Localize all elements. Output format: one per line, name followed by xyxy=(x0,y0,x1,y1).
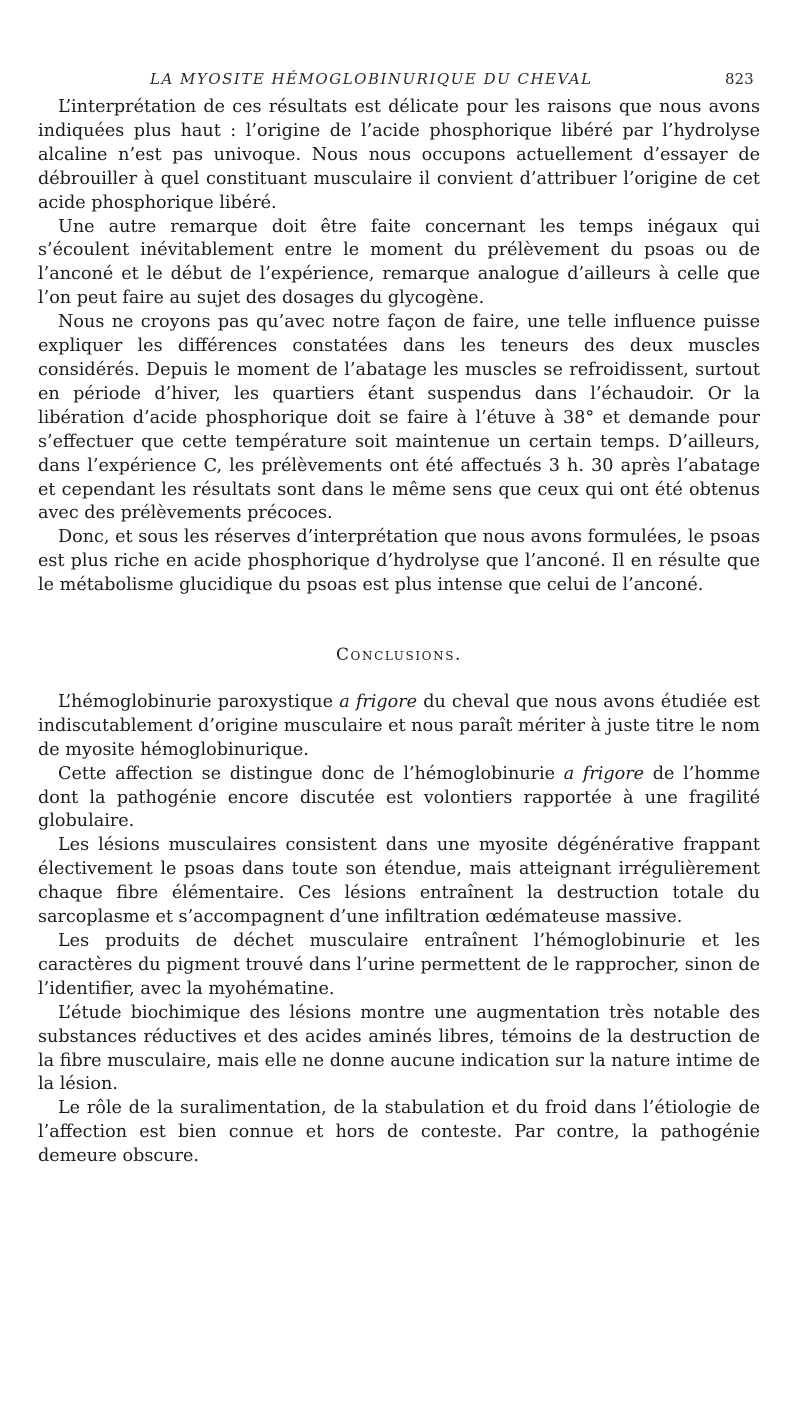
conclusion-paragraph: Les produits de déchet musculaire entraînent l’hémoglobinurie et les caractères du pigment trouvé dans l’urine permettent de le rapprocher, sinon de l’identifier, avec la myohématine. xyxy=(38,931,760,999)
paragraph: Nous ne croyons pas qu’avec notre façon de faire, une telle influence puisse expliquer les différences constatées dans les teneurs des deux muscles considérés. Depuis le moment de l’abatage les muscles se refroidissent, surtout en période d’hiver, les quartiers étant suspendus dans l’échaudoir. Or la libération d’acide phosphorique doit se faire à l’étuve à 38° et demande pour s’effectuer que cette température soit maintenue un certain temps. D’ailleurs, dans l’expérience C, les prélèvements ont été affectués 3 h. 30 après l’abatage et cependant les résultats sont dans le même sens que ceux qui ont été obtenus avec des prélèvements précoces. xyxy=(38,312,760,524)
conclusion-paragraph: L’étude biochimique des lésions montre une augmentation très notable des substances réductives et des acides aminés libres, témoins de la destruction de la fibre musculaire, mais elle ne donne aucune indication sur la nature intime de la lésion. xyxy=(38,1002,760,1095)
text-run: Cette affection se distingue donc de l’hémoglobinurie xyxy=(58,763,564,784)
text-run: du cheval que nous avons étudiée est indiscutablement d’origine musculaire et nous paraît mériter à juste titre le nom de myosite hémoglobinurique. xyxy=(38,691,761,760)
page-number: 823 xyxy=(725,70,754,88)
conclusion-paragraph xyxy=(38,691,760,763)
paragraph: Une autre remarque doit être faite concernant les temps inégaux qui s’écoulent inévitablement entre le moment du prélèvement du psoas ou de l’anconé et le début de l’expérience, remarque analogue d’ailleurs à celle que l’on peut faire au sujet des dosages du glycogène. xyxy=(38,216,760,309)
paragraph: Donc, et sous les réserves d’interprétation que nous avons formulées, le psoas est plus riche en acide phosphorique d’hydrolyse que l’anconé. Il en résulte que le métabolisme glucidique du psoas est plus intense que celui de l’anconé. xyxy=(38,527,760,596)
conclusion-paragraph: Les lésions musculaires consistent dans une myosite dégénérative frappant électivement le psoas dans toute son étendue, mais atteignant irrégulièrement chaque fibre élémentaire. Ces lésions entraînent la destruction totale du sarcoplasme et s’accompagnent d’une infiltration œdémateuse massive. xyxy=(38,835,760,928)
conclusion-paragraph xyxy=(38,763,760,835)
italic-term: a frigore xyxy=(339,691,418,712)
paragraph: L’interprétation de ces résultats est délicate pour les raisons que nous avons indiquées plus haut : l’origine de l’acide phosphorique libéré par l’hydrolyse alcaline n’est pas univoque. Nous nous occupons actuellement d’essayer de débrouiller à quel constituant musculaire il convient d’attribuer l’origine de cet acide phosphorique libéré. xyxy=(38,97,760,213)
italic-term: a frigore xyxy=(563,763,645,784)
running-head-title: LA MYOSITE HÉMOGLOBINURIQUE DU CHEVAL xyxy=(150,70,593,88)
body-text xyxy=(38,96,760,1169)
text-run: de l’homme dont la pathogénie encore discutée est volontiers rapportée à une fragilité globulaire. xyxy=(38,763,760,832)
conclusion-paragraph: Le rôle de la suralimentation, de la stabulation et du froid dans l’étiologie de l’affection est bien connue et hors de conteste. Par contre, la pathogénie demeure obscure. xyxy=(38,1098,760,1167)
text-run: L’hémoglobinurie paroxystique xyxy=(58,691,340,712)
section-heading-conclusions: Conclusions. xyxy=(335,645,463,666)
